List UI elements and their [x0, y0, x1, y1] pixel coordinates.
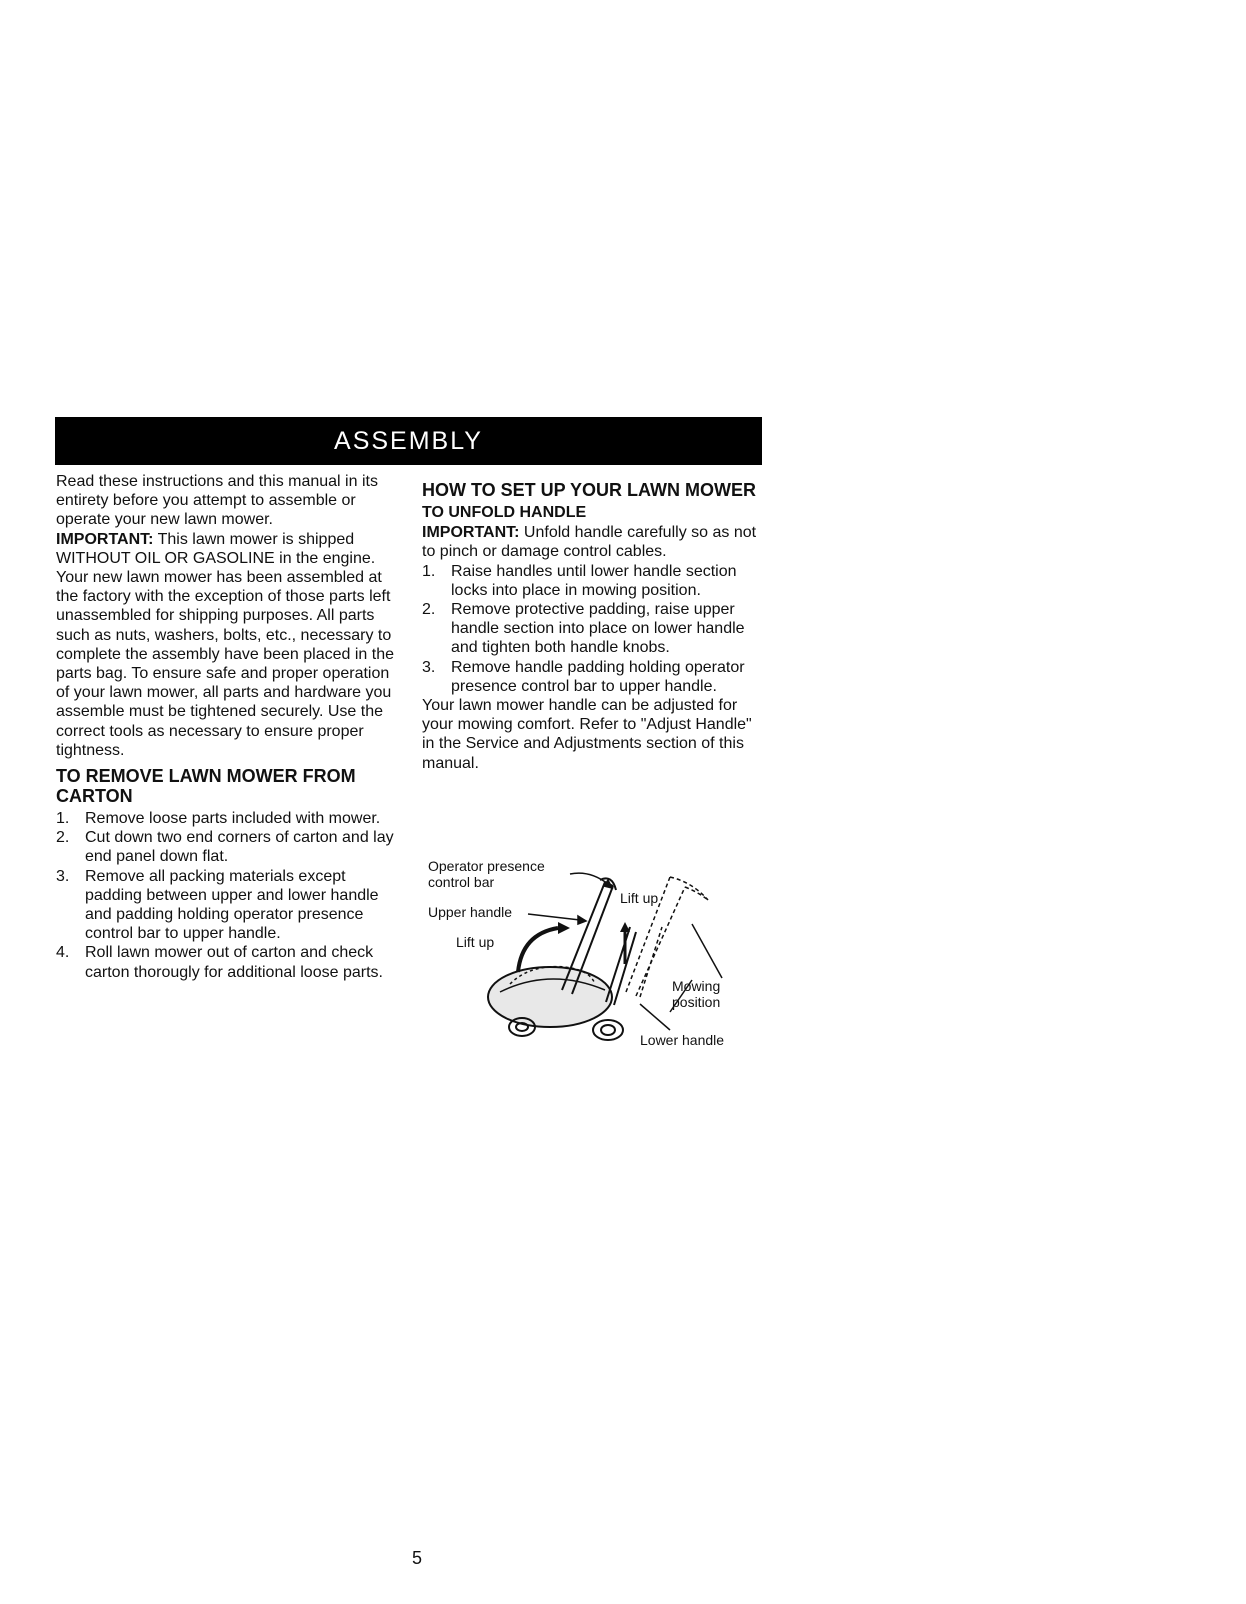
mower-deck [488, 967, 612, 1027]
upper-handle-label: Upper handle [428, 904, 513, 920]
step-number: 1. [56, 810, 70, 828]
right-column [422, 480, 766, 773]
setup-heading: HOW TO SET UP YOUR LAWN MOWER [422, 480, 757, 500]
list-item [56, 828, 396, 866]
step-text: Remove protective padding, raise upper handle section into place on lower handle and tighten both handle knobs. [451, 601, 745, 657]
step-text: Remove handle padding holding operator presence control bar to upper handle. [451, 658, 745, 695]
intro-paragraph: Read these instructions and this manual in its entirety before you attempt to assemble or operate your new lawn mower. [56, 473, 378, 529]
step-text: Remove all packing materials except padding between upper and lower handle and padding holding operator presence control bar to upper handle. [85, 867, 379, 943]
step-number: 2. [422, 601, 436, 619]
lawn-mower-handle-figure [428, 858, 770, 1072]
important-label: IMPORTANT: [422, 524, 520, 542]
label-line: Mowing [672, 978, 721, 994]
carton-steps-list [56, 809, 396, 982]
remove-from-carton-heading: TO REMOVE LAWN MOWER FROM CARTON [56, 766, 356, 807]
important-text: Unfold handle carefully so as not to pinch or damage control cables. [422, 524, 757, 561]
left-column [56, 472, 396, 982]
step-text: Cut down two end corners of carton and lay end panel down flat. [85, 829, 394, 866]
lift-up-left-label: Lift up [456, 934, 495, 950]
list-item [56, 943, 396, 981]
page-number: 5 [412, 1548, 423, 1568]
operator-bar-label [428, 858, 545, 890]
adjust-handle-paragraph: Your lawn mower handle can be adjusted for your mowing comfort. Refer to "Adjust Handle" in the Service and Adjustments section of this manual. [422, 697, 752, 772]
step-number: 1. [422, 562, 436, 580]
important-text: This lawn mower is shipped WITHOUT OIL OR GASOLINE in the engine. [56, 530, 376, 567]
important-note [56, 530, 396, 568]
assembly-paragraph: Your new lawn mower has been assembled at the factory with the exception of those parts left unassembled for shipping purposes. All parts such as nuts, washers, bolts, etc., necessary to complete the assembly have been placed in the parts bag. To ensure safe and proper operation of your lawn mower, all parts and hardware you assemble must be tightened securely. Use the correct tools as necessary to ensure proper tightness. [56, 569, 394, 759]
unfold-steps-list [422, 562, 766, 696]
unfold-handle-subheading: TO UNFOLD HANDLE [422, 504, 587, 521]
step-number: 3. [422, 658, 436, 676]
step-number: 4. [56, 944, 70, 962]
step-text: Remove loose parts included with mower. [85, 810, 381, 828]
important-label: IMPORTANT: [56, 530, 154, 548]
list-item [56, 867, 396, 944]
lower-handle-label: Lower handle [640, 1032, 725, 1048]
step-number: 3. [56, 867, 70, 885]
wheel [593, 1020, 623, 1040]
important-note [422, 523, 766, 561]
list-item [422, 658, 766, 696]
mowing-position-label [672, 978, 720, 1010]
list-item [422, 562, 766, 600]
label-line: position [672, 994, 721, 1010]
section-title: ASSEMBLY [334, 426, 483, 455]
lift-arrow-left [518, 928, 558, 972]
section-banner [55, 417, 762, 465]
label-line: Operator presence [428, 858, 545, 874]
list-item [422, 600, 766, 658]
list-item [56, 809, 396, 828]
step-number: 2. [56, 829, 70, 847]
label-line: control bar [428, 874, 495, 890]
step-text: Roll lawn mower out of carton and check carton thorougly for additional loose parts. [85, 944, 383, 981]
lift-up-right-label: Lift up [620, 890, 659, 906]
step-text: Raise handles until lower handle section locks into place in mowing position. [451, 562, 737, 599]
